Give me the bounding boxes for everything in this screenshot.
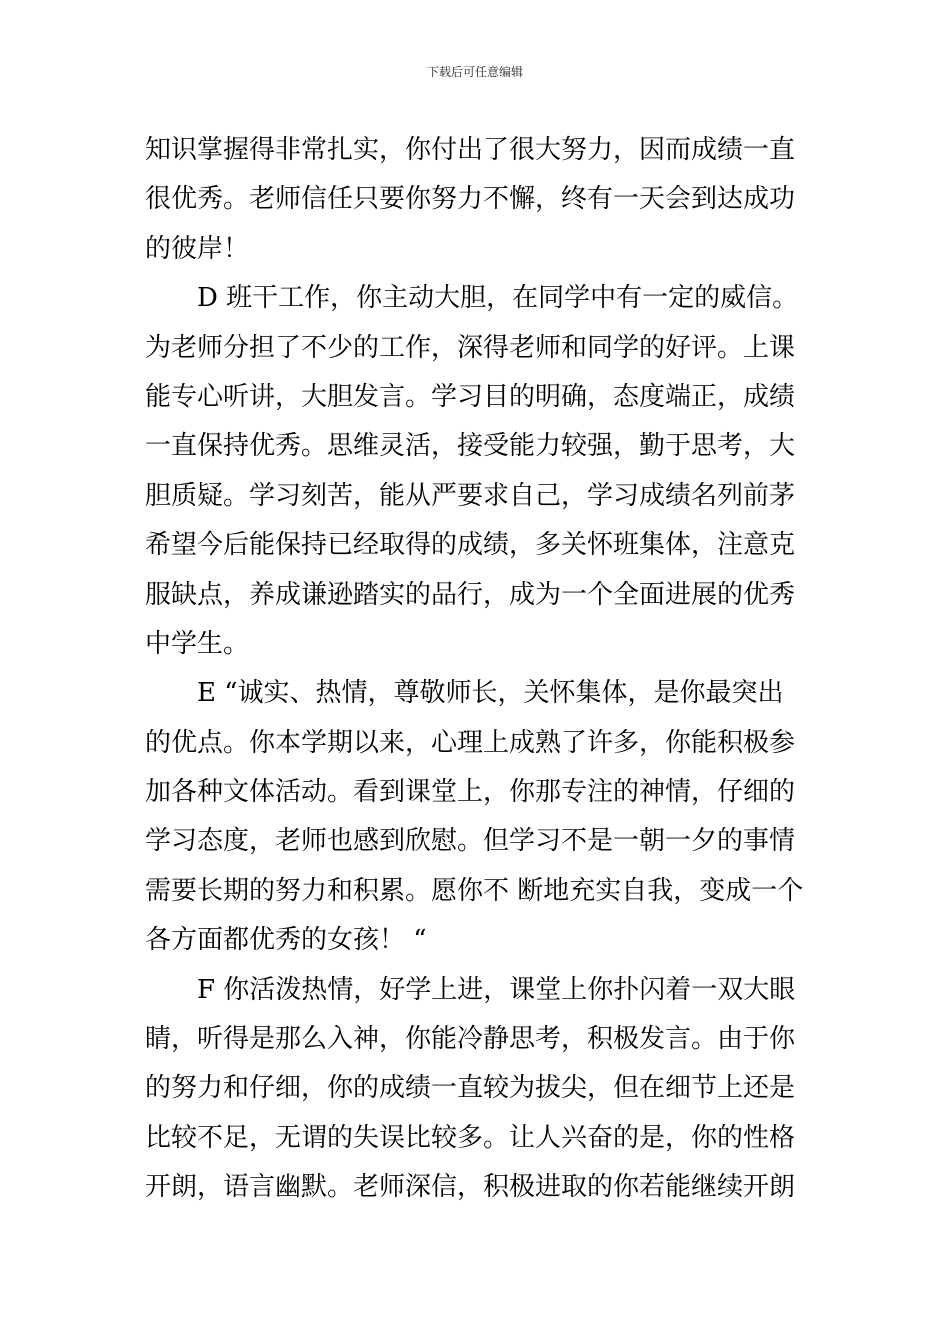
- text-line: 希望今后能保持已经取得的成绩，多关怀班集体，注意克: [145, 530, 796, 561]
- text-line: 加各种文体活动。看到课堂上，你那专注的神情，仔细的: [145, 777, 796, 808]
- paragraph-start-line: F 你活泼热情，好学上进，课堂上你扑闪着一双大眼: [197, 974, 796, 1005]
- text-line: 为老师分担了不少的工作，深得老师和同学的好评。上课: [145, 332, 796, 363]
- text-line: 中学生。: [145, 628, 250, 659]
- text-line: 能专心听讲，大胆发言。学习目的明确，态度端正，成绩: [145, 381, 796, 412]
- text-line: 知识掌握得非常扎实，你付出了很大努力，因而成绩一直: [145, 135, 796, 165]
- text-line: 的努力和仔细，你的成绩一直较为拔尖，但在细节上还是: [145, 1073, 796, 1104]
- paragraph-start-line: D 班干工作，你主动大胆，在同学中有一定的威信。: [197, 283, 799, 314]
- text-line: 睛，听得是那么入神，你能冷静思考，积极发言。由于你: [145, 1024, 796, 1055]
- text-line: 学习态度，老师也感到欣慰。但学习不是一朝一夕的事情: [145, 826, 796, 857]
- text-line: 的彼岸！: [145, 233, 250, 264]
- page-header: 下载后可任意编辑: [426, 65, 523, 79]
- text-line: 各方面都优秀的女孩！ “: [145, 925, 427, 956]
- text-line: 开朗，语言幽默。老师深信，积极进取的你若能继续开朗: [145, 1172, 796, 1203]
- text-line: 的优点。你本学期以来，心理上成熟了许多，你能积极参: [145, 727, 796, 758]
- paragraph-start-line: E “诚实、热情，尊敬师长，关怀集体，是你最突出: [197, 678, 784, 709]
- text-line: 服缺点，养成谦逊踏实的品行，成为一个全面进展的优秀: [145, 579, 796, 610]
- text-line: 一直保持优秀。思维灵活，接受能力较强，勤于思考，大: [145, 431, 796, 462]
- document-body: [145, 126, 815, 1213]
- text-line: 胆质疑。学习刻苦，能从严要求自己，学习成绩名列前茅: [145, 480, 796, 511]
- text-line: 比较不足，无谓的失误比较多。让人兴奋的是，你的性格: [145, 1122, 796, 1153]
- text-line: 很优秀。老师信任只要你努力不懈，终有一天会到达成功: [145, 184, 796, 215]
- text-line: 需要长期的努力和积累。愿你不 断地充实自我，变成一个: [145, 875, 804, 906]
